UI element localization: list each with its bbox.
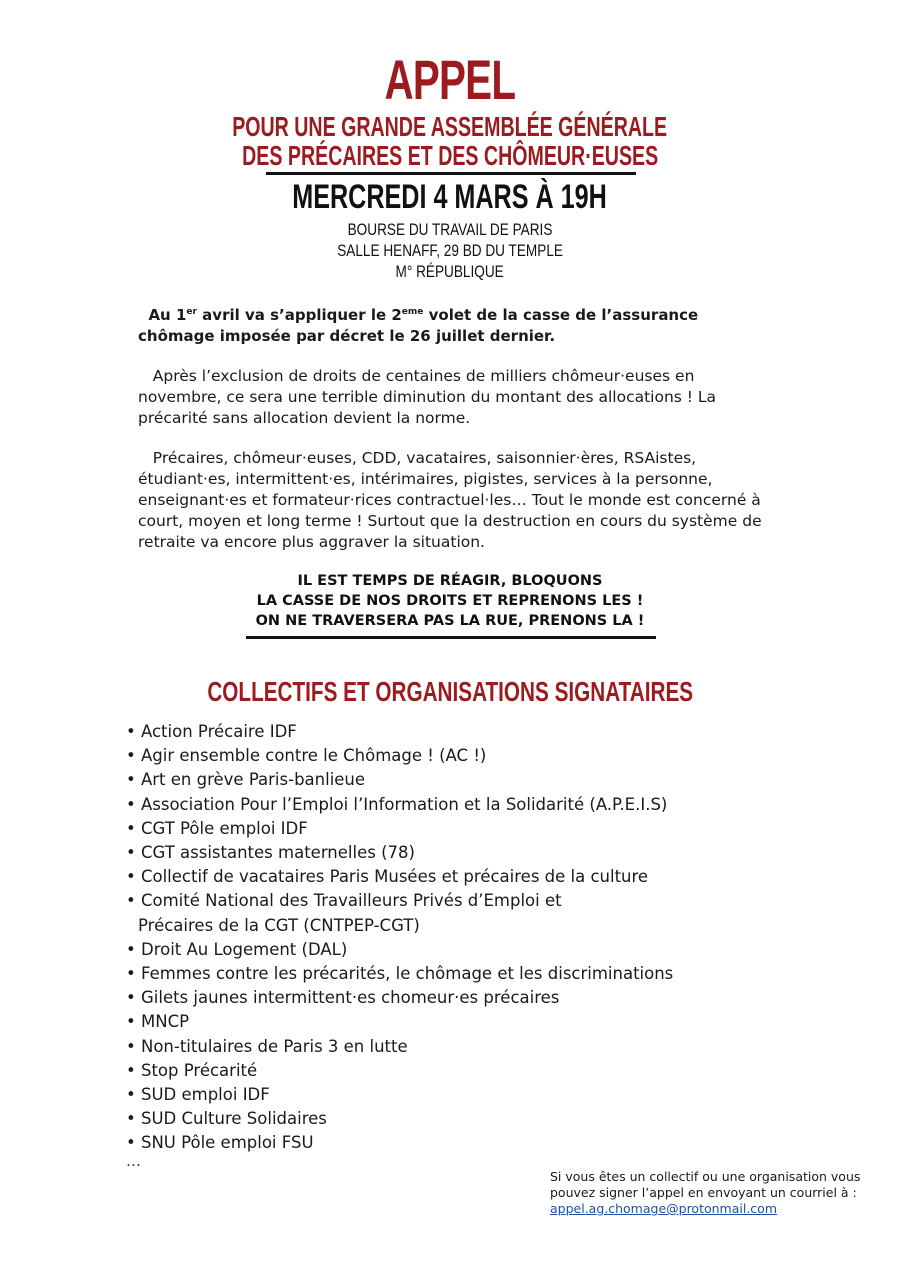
intro-sup-2: eme <box>401 307 424 317</box>
venue-line-3: M° RÉPUBLIQUE <box>395 262 505 281</box>
signatories-title <box>0 676 900 708</box>
slogan-divider <box>246 636 656 639</box>
signing-note-line-1: Si vous êtes un collectif ou une organisation vous <box>550 1169 861 1184</box>
paragraph-precaires <box>138 448 768 553</box>
signatories-title-text: COLLECTIFS ET ORGANISATIONS SIGNATAIRES <box>207 676 693 707</box>
paragraph-precaires-text: Précaires, chômeur·euses, CDD, vacataires, saisonnier·ères, RSAistes, étudiant·es, intermittent·es, intérimaires, pigistes, services à la personne, enseignant·es et formateur·rices contractuel·les… Tout le monde est concerné à court, moyen et long terme ! Surtout que la destruction en cours du système de retraite va encore plus aggraver la situation. <box>138 449 762 551</box>
paragraph-exclusion-text: Après l’exclusion de droits de centaines de milliers chômeur·euses en novembre, ce sera une terrible diminution du montant des allocations ! La précarité sans allocation devient la norme. <box>138 367 717 427</box>
document-subtitle <box>0 112 900 170</box>
list-item: • Association Pour l’Emploi l’Information et la Solidarité (A.P.E.I.S) <box>126 793 673 817</box>
slogan-line-2: LA CASSE DE NOS DROITS ET REPRENONS LES ! <box>256 593 644 609</box>
list-item: • SUD Culture Solidaires <box>126 1107 673 1131</box>
list-item: • MNCP <box>126 1010 673 1034</box>
list-item: • Art en grève Paris-banlieue <box>126 768 673 792</box>
paragraph-exclusion <box>138 366 768 429</box>
list-item: • CGT assistantes maternelles (78) <box>126 841 673 865</box>
list-item-continuation: Précaires de la CGT (CNTPEP-CGT) <box>138 915 420 935</box>
intro-paragraph <box>138 302 778 347</box>
intro-sup-1: er <box>186 307 197 317</box>
list-item: • Action Précaire IDF <box>126 720 673 744</box>
event-venue <box>0 219 900 282</box>
list-item: • SUD emploi IDF <box>126 1083 673 1107</box>
list-item: • CGT Pôle emploi IDF <box>126 817 673 841</box>
slogan-line-3: ON NE TRAVERSERA PAS LA RUE, PRENONS LA ! <box>255 613 645 629</box>
venue-line-2: SALLE HENAFF, 29 BD DU TEMPLE <box>337 241 563 260</box>
list-item: • SNU Pôle emploi FSU <box>126 1131 673 1155</box>
signing-note-line-2: pouvez signer l’appel en envoyant un courriel à : <box>550 1185 857 1200</box>
title-text: APPEL <box>384 48 516 111</box>
signing-note <box>550 1169 870 1217</box>
list-item: • Stop Précarité <box>126 1059 673 1083</box>
subtitle-line-1: POUR UNE GRANDE ASSEMBLÉE GÉNÉRALE <box>232 111 668 142</box>
email-link[interactable]: appel.ag.chomage@protonmail.com <box>550 1201 778 1216</box>
event-date <box>0 178 900 216</box>
list-item <box>126 889 673 937</box>
list-item-text: Comité National des Travailleurs Privés d’Emploi et <box>140 891 562 911</box>
subtitle-line-2: DES PRÉCAIRES ET DES CHÔMEUR·EUSES <box>241 140 659 171</box>
list-item: • Collectif de vacataires Paris Musées et précaires de la culture <box>126 865 673 889</box>
intro-part-3: volet de la casse de l’assurance chômage imposée par décret le 26 juillet dernier. <box>138 306 699 345</box>
event-date-text: MERCREDI 4 MARS À 19H <box>292 178 608 216</box>
intro-part-1: Au 1 <box>148 306 187 324</box>
slogan-block <box>0 571 900 631</box>
signatories-list <box>126 720 673 1156</box>
slogan-line-1: IL EST TEMPS DE RÉAGIR, BLOQUONS <box>297 573 603 589</box>
intro-part-2: avril va s’appliquer le 2 <box>196 306 402 324</box>
venue-line-1: BOURSE DU TRAVAIL DE PARIS <box>347 220 553 239</box>
document-title <box>0 48 900 111</box>
list-item: • Droit Au Logement (DAL) <box>126 938 673 962</box>
list-item: • Femmes contre les précarités, le chômage et les discriminations <box>126 962 673 986</box>
list-item: • Agir ensemble contre le Chômage ! (AC !) <box>126 744 673 768</box>
list-ellipsis: … <box>126 1152 141 1170</box>
list-item: • Gilets jaunes intermittent·es chomeur·es précaires <box>126 986 673 1010</box>
list-item: • Non-titulaires de Paris 3 en lutte <box>126 1035 673 1059</box>
header-divider <box>266 172 636 175</box>
